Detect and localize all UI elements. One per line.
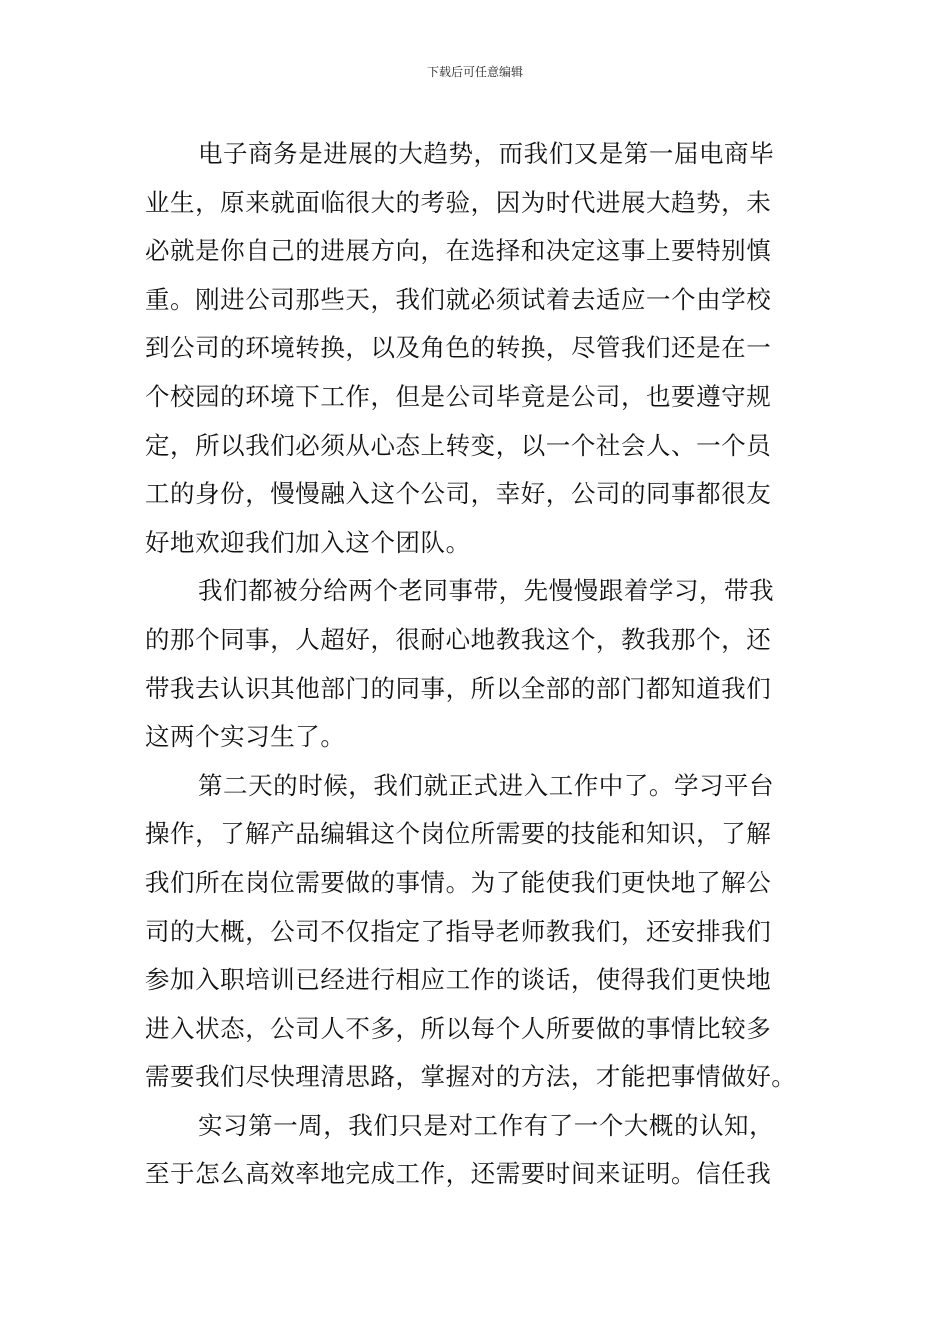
text-line: 业生，原来就面临很大的考验，因为时代进展大趋势，未 (145, 187, 772, 217)
text-line: 参加入职培训已经进行相应工作的谈话，使得我们更快地 (145, 965, 772, 995)
text-line: 操作，了解产品编辑这个岗位所需要的技能和知识，了解 (145, 819, 772, 849)
page-header: 下载后可任意编辑 (426, 65, 523, 79)
text-line: 带我去认识其他部门的同事，所以全部的部门都知道我们 (145, 673, 772, 703)
text-line: 的那个同事，人超好，很耐心地教我这个，教我那个，还 (145, 624, 772, 654)
text-line: 实习第一周，我们只是对工作有了一个大概的认知， (198, 1110, 775, 1140)
text-line: 进入状态，公司人不多，所以每个人所要做的事情比较多 (145, 1013, 772, 1043)
text-line: 至于怎么高效率地完成工作，还需要时间来证明。信任我 (145, 1159, 772, 1189)
paragraph-3 (145, 762, 807, 1102)
text-line: 个校园的环境下工作，但是公司毕竟是公司，也要遵守规 (145, 381, 772, 411)
text-line: 重。刚进公司那些天，我们就必须试着去适应一个由学校 (145, 284, 772, 314)
text-line: 到公司的环境转换，以及角色的转换，尽管我们还是在一 (145, 333, 772, 363)
paragraph-2 (145, 567, 807, 761)
paragraph-1 (145, 130, 807, 567)
text-line: 第二天的时候，我们就正式进入工作中了。学习平台 (198, 770, 775, 800)
text-line: 必就是你自己的进展方向，在选择和决定这事上要特别慎 (145, 236, 772, 266)
text-line: 定，所以我们必须从心态上转变，以一个社会人、一个员 (145, 430, 772, 460)
text-line: 我们都被分给两个老同事带，先慢慢跟着学习，带我 (198, 576, 775, 606)
text-line: 需要我们尽快理清思路，掌握对的方法，才能把事情做好。 (145, 1062, 797, 1092)
document-body (145, 130, 807, 1199)
paragraph-4 (145, 1102, 807, 1199)
text-line: 司的大概，公司不仅指定了指导老师教我们，还安排我们 (145, 916, 772, 946)
text-line: 这两个实习生了。 (145, 722, 346, 752)
text-line: 电子商务是进展的大趋势，而我们又是第一届电商毕 (198, 139, 775, 168)
text-line: 好地欢迎我们加入这个团队。 (145, 527, 471, 557)
text-line: 我们所在岗位需要做的事情。为了能使我们更快地了解公 (145, 867, 772, 897)
text-line: 工的身份，慢慢融入这个公司，幸好，公司的同事都很友 (145, 479, 772, 509)
